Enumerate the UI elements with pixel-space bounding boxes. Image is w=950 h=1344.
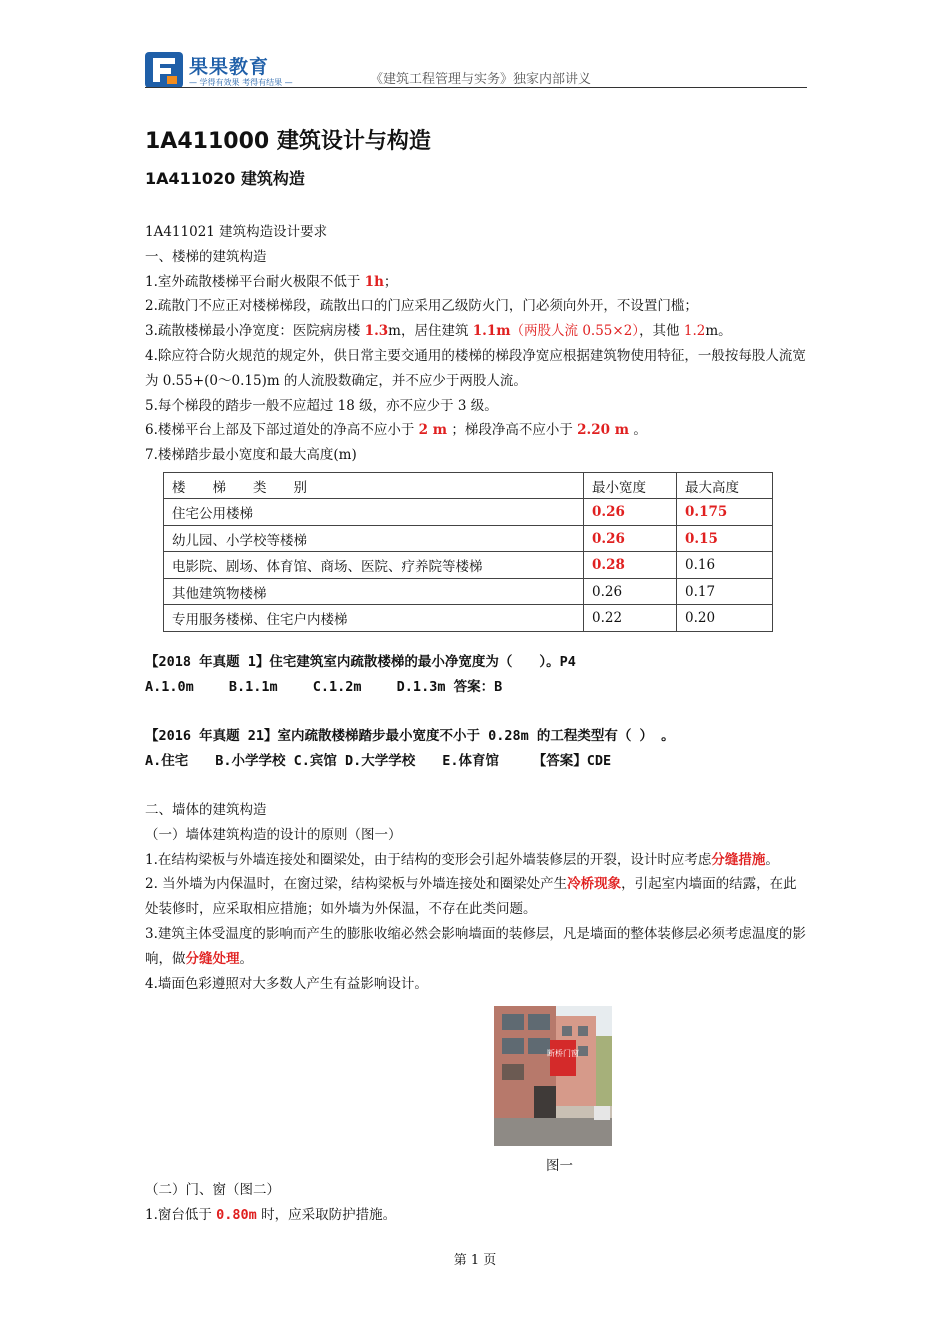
document-body — [145, 122, 807, 996]
exam-question-2018-stem: 【2018 年真题 1】住宅建筑室内疏散楼梯的最小净宽度为（ ）。P4 — [145, 653, 576, 670]
figure-1-caption: 图一 — [546, 1158, 573, 1174]
wall-item-4: 4.墙面色彩遵照对大多数人产生有益影响设计。 — [145, 975, 428, 992]
table-cell: 0.17 — [677, 578, 773, 605]
document-body-continued — [145, 1178, 807, 1228]
table-row — [164, 499, 773, 526]
stair-item-4: 4.除应符合防火规范的规定外，供日常主要交通用的楼梯的梯段净宽应根据建筑物使用特征，一般按每股人流宽为 0.55+(0～0.15)m 的人流股数确定，并不应少于两股人流。 — [145, 347, 806, 389]
table-cell: 0.28 — [584, 552, 677, 579]
stair-item-5: 5.每个梯段的踏步一般不应超过 18 级，亦不应少于 3 级。 — [145, 397, 498, 414]
table-header-cell: 最小宽度 — [584, 472, 677, 499]
wall-item-3: 3.建筑主体受温度的影响而产生的膨胀收缩必然会影响墙面的装修层，凡是墙面的整体装修层必须考虑温度的影响，做分缝处理。 — [145, 925, 806, 967]
door-window-item-1: 1.窗台低于 0.80m 时，应采取防护措施。 — [145, 1206, 397, 1223]
wall-item-1: 1.在结构梁板与外墙连接处和圈梁处，由于结构的变形会引起外墙装修层的开裂，设计时应考虑分缝措施。 — [145, 851, 779, 868]
table-row — [164, 552, 773, 579]
table-cell: 住宅公用楼梯 — [164, 499, 584, 526]
table-row — [164, 605, 773, 632]
table-row — [164, 525, 773, 552]
stair-item-6: 6.楼梯平台上部及下部过道处的净高不应小于 2 m ；梯段净高不应小于 2.20 m 。 — [145, 422, 647, 439]
exam-question-2018-options: A.1.0m B.1.1m C.1.2m D.1.3m 答案：B — [145, 678, 503, 695]
stair-item-1: 1.室外疏散楼梯平台耐火极限不低于 1h； — [145, 273, 398, 290]
wall-subheading: （一）墙体建筑构造的设计的原则（图一） — [145, 826, 402, 843]
table-cell: 0.16 — [677, 552, 773, 579]
subsection-code: 1A411021 建筑构造设计要求 — [145, 224, 328, 240]
table-cell: 其他建筑物楼梯 — [164, 578, 584, 605]
page-header — [145, 50, 807, 90]
door-window-subheading: （二）门、窗（图二） — [145, 1182, 280, 1198]
table-cell: 0.15 — [677, 525, 773, 552]
shop-sign-text: 断桥门窗 — [547, 1049, 579, 1058]
chapter-title: 1A411000 建筑设计与构造 — [145, 129, 431, 154]
table-cell: 0.22 — [584, 605, 677, 632]
table-header-row — [164, 472, 773, 499]
header-rule — [145, 87, 807, 88]
exam-question-2016-options: A.住宅 B.小学学校 C.宾馆 D.大学学校 E.体育馆 【答案】CDE — [145, 752, 612, 769]
table-header-cell: 最大高度 — [677, 472, 773, 499]
table-cell: 电影院、剧场、体育馆、商场、医院、疗养院等楼梯 — [164, 552, 584, 579]
table-row — [164, 578, 773, 605]
page-number: 第 1 页 — [453, 1253, 497, 1268]
table-cell: 0.26 — [584, 525, 677, 552]
brand-slogan: — 学得有效果 考得有结果 — — [189, 78, 293, 87]
stair-heading: 一、楼梯的建筑构造 — [145, 248, 267, 265]
table-cell: 专用服务楼梯、住宅户内楼梯 — [164, 605, 584, 632]
stair-item-2: 2.疏散门不应正对楼梯梯段，疏散出口的门应采用乙级防火门，门必须向外开，不设置门槛； — [145, 298, 698, 315]
exam-question-2016-stem: 【2016 年真题 21】室内疏散楼梯踏步最小宽度不小于 0.28m 的工程类型有（ ） 。 — [145, 727, 675, 744]
brand-logo-icon — [145, 52, 183, 88]
table-header-cell: 楼 梯 类 别 — [164, 472, 584, 499]
building-photo-icon — [494, 1006, 612, 1146]
figure-1-photo — [494, 1006, 612, 1146]
section-title: 1A411020 建筑构造 — [145, 169, 305, 188]
table-cell: 0.20 — [677, 605, 773, 632]
table-cell: 幼儿园、小学校等楼梯 — [164, 525, 584, 552]
brand-name: 果果教育 — [189, 56, 270, 78]
stair-step-table — [163, 472, 773, 632]
stair-item-3: 3.疏散楼梯最小净宽度：医院病房楼 1.3m，居住建筑 1.1m（两股人流 0.55×2），其他 1.2m。 — [145, 323, 732, 340]
wall-heading: 二、墙体的建筑构造 — [145, 801, 267, 818]
document-title: 《建筑工程管理与实务》独家内部讲义 — [370, 72, 592, 87]
wall-item-2: 2. 当外墙为内保温时，在窗过梁，结构梁板与外墙连接处和圈梁处产生冷桥现象，引起室内墙面的结露，在此处装修时，应采取相应措施；如外墙为外保温，不存在此类问题。 — [145, 876, 797, 918]
table-cell: 0.26 — [584, 578, 677, 605]
table-cell: 0.26 — [584, 499, 677, 526]
stair-item-7: 7.楼梯踏步最小宽度和最大高度(m) — [145, 447, 357, 464]
table-cell: 0.175 — [677, 499, 773, 526]
